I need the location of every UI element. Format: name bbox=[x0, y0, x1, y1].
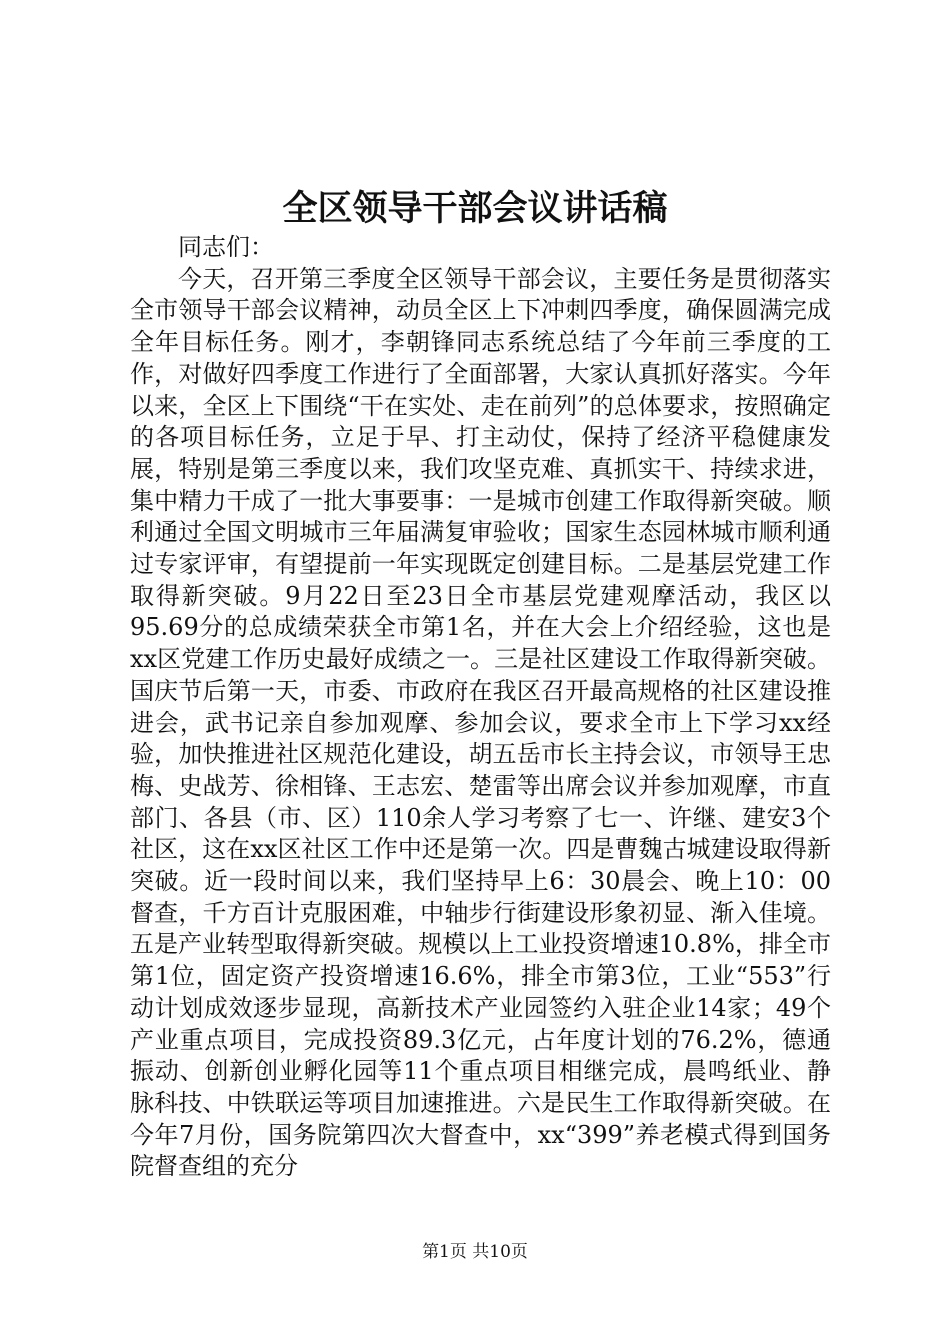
salutation: 同志们： bbox=[178, 233, 274, 261]
body-paragraph: 今天，召开第三季度全区领导干部会议，主要任务是贯彻落实全市领导干部会议精神，动员全区上下冲刺四季度，确保圆满完成全年目标任务。刚才，李朝锋同志系统总结了今年前三季度的工作，对做好四季度工作进行了全面部署，大家认真抓好落实。今年以来，全区上下围绕“干在实处、走在前列”的总体要求，按照确定的各项目标任务，立足于早、打主动仗，保持了经济平稳健康发展，特别是第三季度以来，我们攻坚克难、真抓实干、持续求进，集中精力干成了一批大事要事：一是城市创建工作取得新突破。顺利通过全国文明城市三年届满复审验收；国家生态园林城市顺利通过专家评审，有望提前一年实现既定创建目标。二是基层党建工作取得新突破。9月22日至23日全市基层党建观摩活动，我区以95.69分的总成绩荣获全市第1名，并在大会上介绍经验，这也是xx区党建工作历史最好成绩之一。三是社区建设工作取得新突破。国庆节后第一天，市委、市政府在我区召开最高规格的社区建设推进会，武书记亲自参加观摩、参加会议，要求全市上下学习xx经验，加快推进社区规范化建设，胡五岳市长主持会议，市领导王忠梅、史战芳、徐相锋、王志宏、楚雷等出席会议并参加观摩，市直部门、各县（市、区）110余人学习考察了七一、许继、建安3个社区，这在xx区社区工作中还是第一次。四是曹魏古城建设取得新突破。近一段时间以来，我们坚持早上6：30晨会、晚上10：00督查，千方百计克服困难，中轴步行街建设形象初显、渐入佳境。五是产业转型取得新突破。规模以上工业投资增速10.8%，排全市第1位，固定资产投资增速16.6%，排全市第3位，工业“553”行动计划成效逐步显现，高新技术产业园签约入驻企业14家；49个产业重点项目，完成投资89.3亿元，占年度计划的76.2%，德通振动、创新创业孵化园等11个重点项目相继完成，晨鸣纸业、静脉科技、中铁联运等项目加速推进。六是民生工作取得新突破。在今年7月份，国务院第四次大督查中，xx“399”养老模式得到国务院督查组的充分 bbox=[130, 264, 831, 1181]
page-number-footer: 第1页 共10页 bbox=[422, 1242, 528, 1262]
document-title: 全区领导干部会议讲话稿 bbox=[282, 188, 668, 229]
document-body bbox=[130, 232, 831, 1183]
